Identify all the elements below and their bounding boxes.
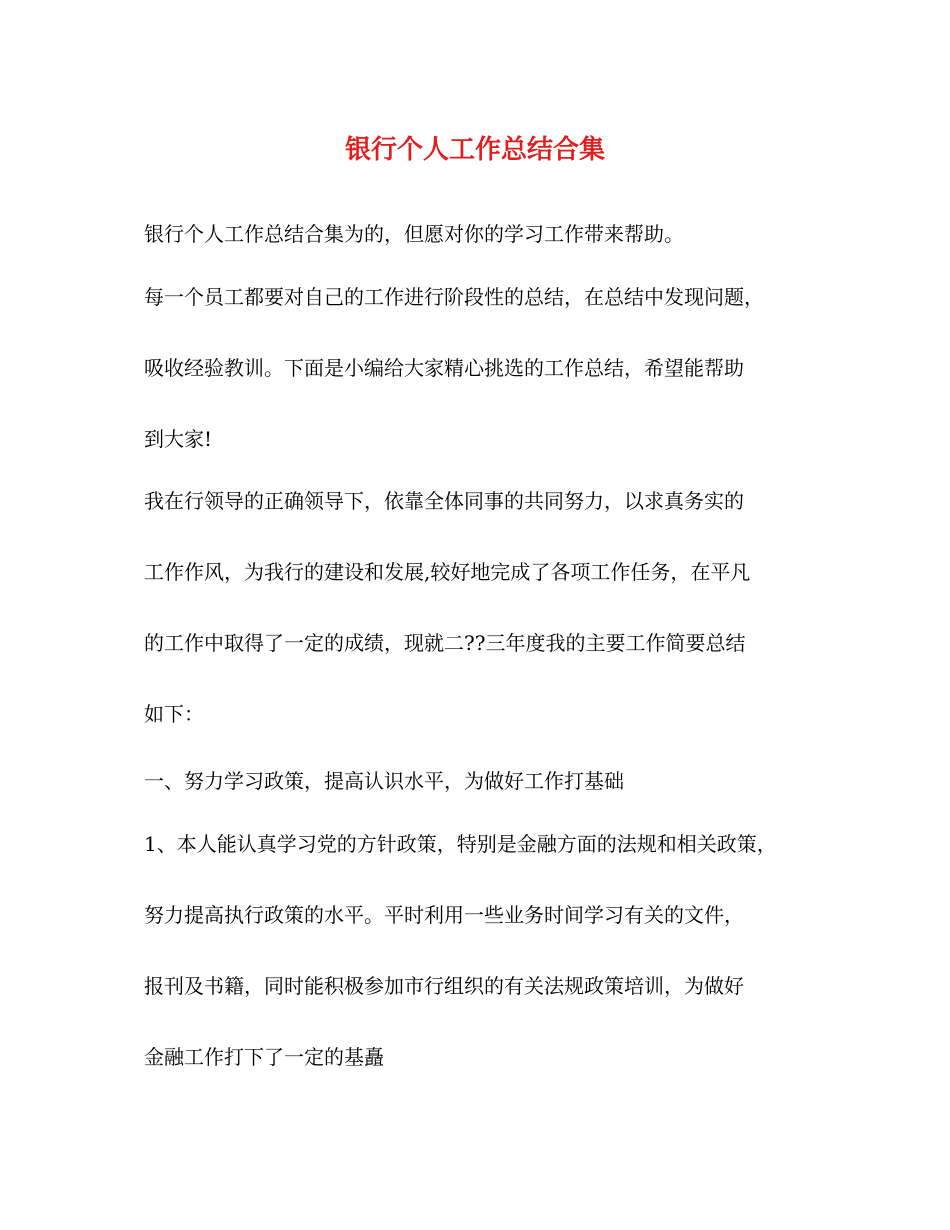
- paragraph-line: 如下：: [144, 702, 204, 726]
- paragraph-line: 吸收经验教训。下面是小编给大家精心挑选的工作总结，希望能帮助: [144, 356, 744, 380]
- paragraph-line: 的工作中取得了一定的成绩，现就二??三年度我的主要工作简要总结: [144, 631, 746, 655]
- paragraph-line: 每一个员工都要对自己的工作进行阶段性的总结，在总结中发现问题，: [144, 285, 764, 309]
- paragraph-line: 我在行领导的正确领导下，依靠全体同事的共同努力，以求真务实的: [144, 489, 744, 513]
- paragraph-line: 到大家!: [144, 427, 213, 451]
- paragraph-line: 金融工作打下了一定的基矗: [144, 1045, 384, 1069]
- paragraph-line: 1、本人能认真学习党的方针政策，特别是金融方面的法规和相关政策，: [144, 832, 777, 856]
- section-heading: 一、努力学习政策，提高认识水平，为做好工作打基础: [144, 769, 624, 793]
- intro-line: 银行个人工作总结合集为的，但愿对你的学习工作带来帮助。: [144, 222, 684, 246]
- paragraph-line: 努力提高执行政策的水平。平时利用一些业务时间学习有关的文件，: [144, 903, 744, 927]
- paragraph-line: 报刊及书籍，同时能积极参加市行组织的有关法规政策培训，为做好: [144, 974, 744, 998]
- paragraph-line: 工作作风，为我行的建设和发展,较好地完成了各项工作任务，在平凡: [144, 560, 751, 584]
- document-title: 银行个人工作总结合集: [344, 135, 605, 165]
